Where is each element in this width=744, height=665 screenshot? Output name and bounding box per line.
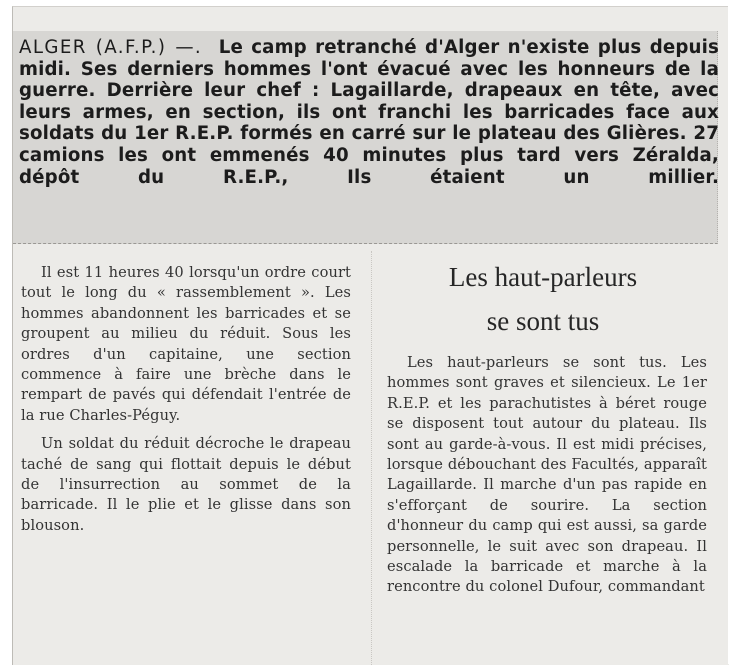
left-column [21, 263, 351, 536]
column-divider [371, 251, 372, 665]
headline-line-2: se sont tus [486, 306, 600, 336]
newspaper-clipping [12, 6, 729, 665]
dateline: ALGER (A.F.P.) —. [19, 37, 203, 58]
right-column [387, 353, 707, 598]
right-paragraph-1: Les haut-parleurs se sont tus. Les hommes sont graves et silencieux. Le 1er R.E.P. et les parachutistes à béret rouge se disposent tout autour du plateau. Ils sont au garde-à-vous. Il est midi précises, lorsque débouchant des Facultés, apparaît Lagaillarde. Il marche d'un pas rapide en s'efforçant de sourire. La section d'honneur du camp qui est aussi, sa garde personnelle, le suit avec son drapeau. Il escalade la barricade et marche à la rencontre du colonel Dufour, commandant [387, 354, 707, 596]
lead-body: Le camp retranché d'Alger n'existe plus depuis midi. Ses derniers hommes l'ont évacué avec les honneurs de la guerre. Derrière leur chef : Lagaillarde, drapeaux en tête, avec leurs armes, en section, ils ont franchi les barricades face aux soldats du 1er R.E.P. formés en carré sur le plateau des Glières. 27 camions les ont emmenés 40 minutes plus tard vers Zéralda, dépôt du R.E.P., Ils étaient un millier. [19, 37, 719, 188]
left-paragraph-2: Un soldat du réduit décroche le drapeau taché de sang qui flottait depuis le début de l'insurrection au sommet de la barricade. Il le plie et le glisse dans son blouson. [21, 435, 351, 534]
lead-paragraph [19, 37, 719, 188]
headline-line-1: Les haut-parleurs [448, 262, 638, 292]
section-headline [385, 255, 701, 343]
lead-paragraph-box [13, 31, 718, 244]
page-margin [728, 6, 744, 664]
left-paragraph-1: Il est 11 heures 40 lorsqu'un ordre court tout le long du « rassemblement ». Les hommes abandonnent les barricades et se groupent au milieu du réduit. Sous les ordres d'un capitaine, une section commence à faire une brèche dans le rempart de pavés qui défendait l'entrée de la rue Charles-Péguy. [21, 264, 351, 424]
